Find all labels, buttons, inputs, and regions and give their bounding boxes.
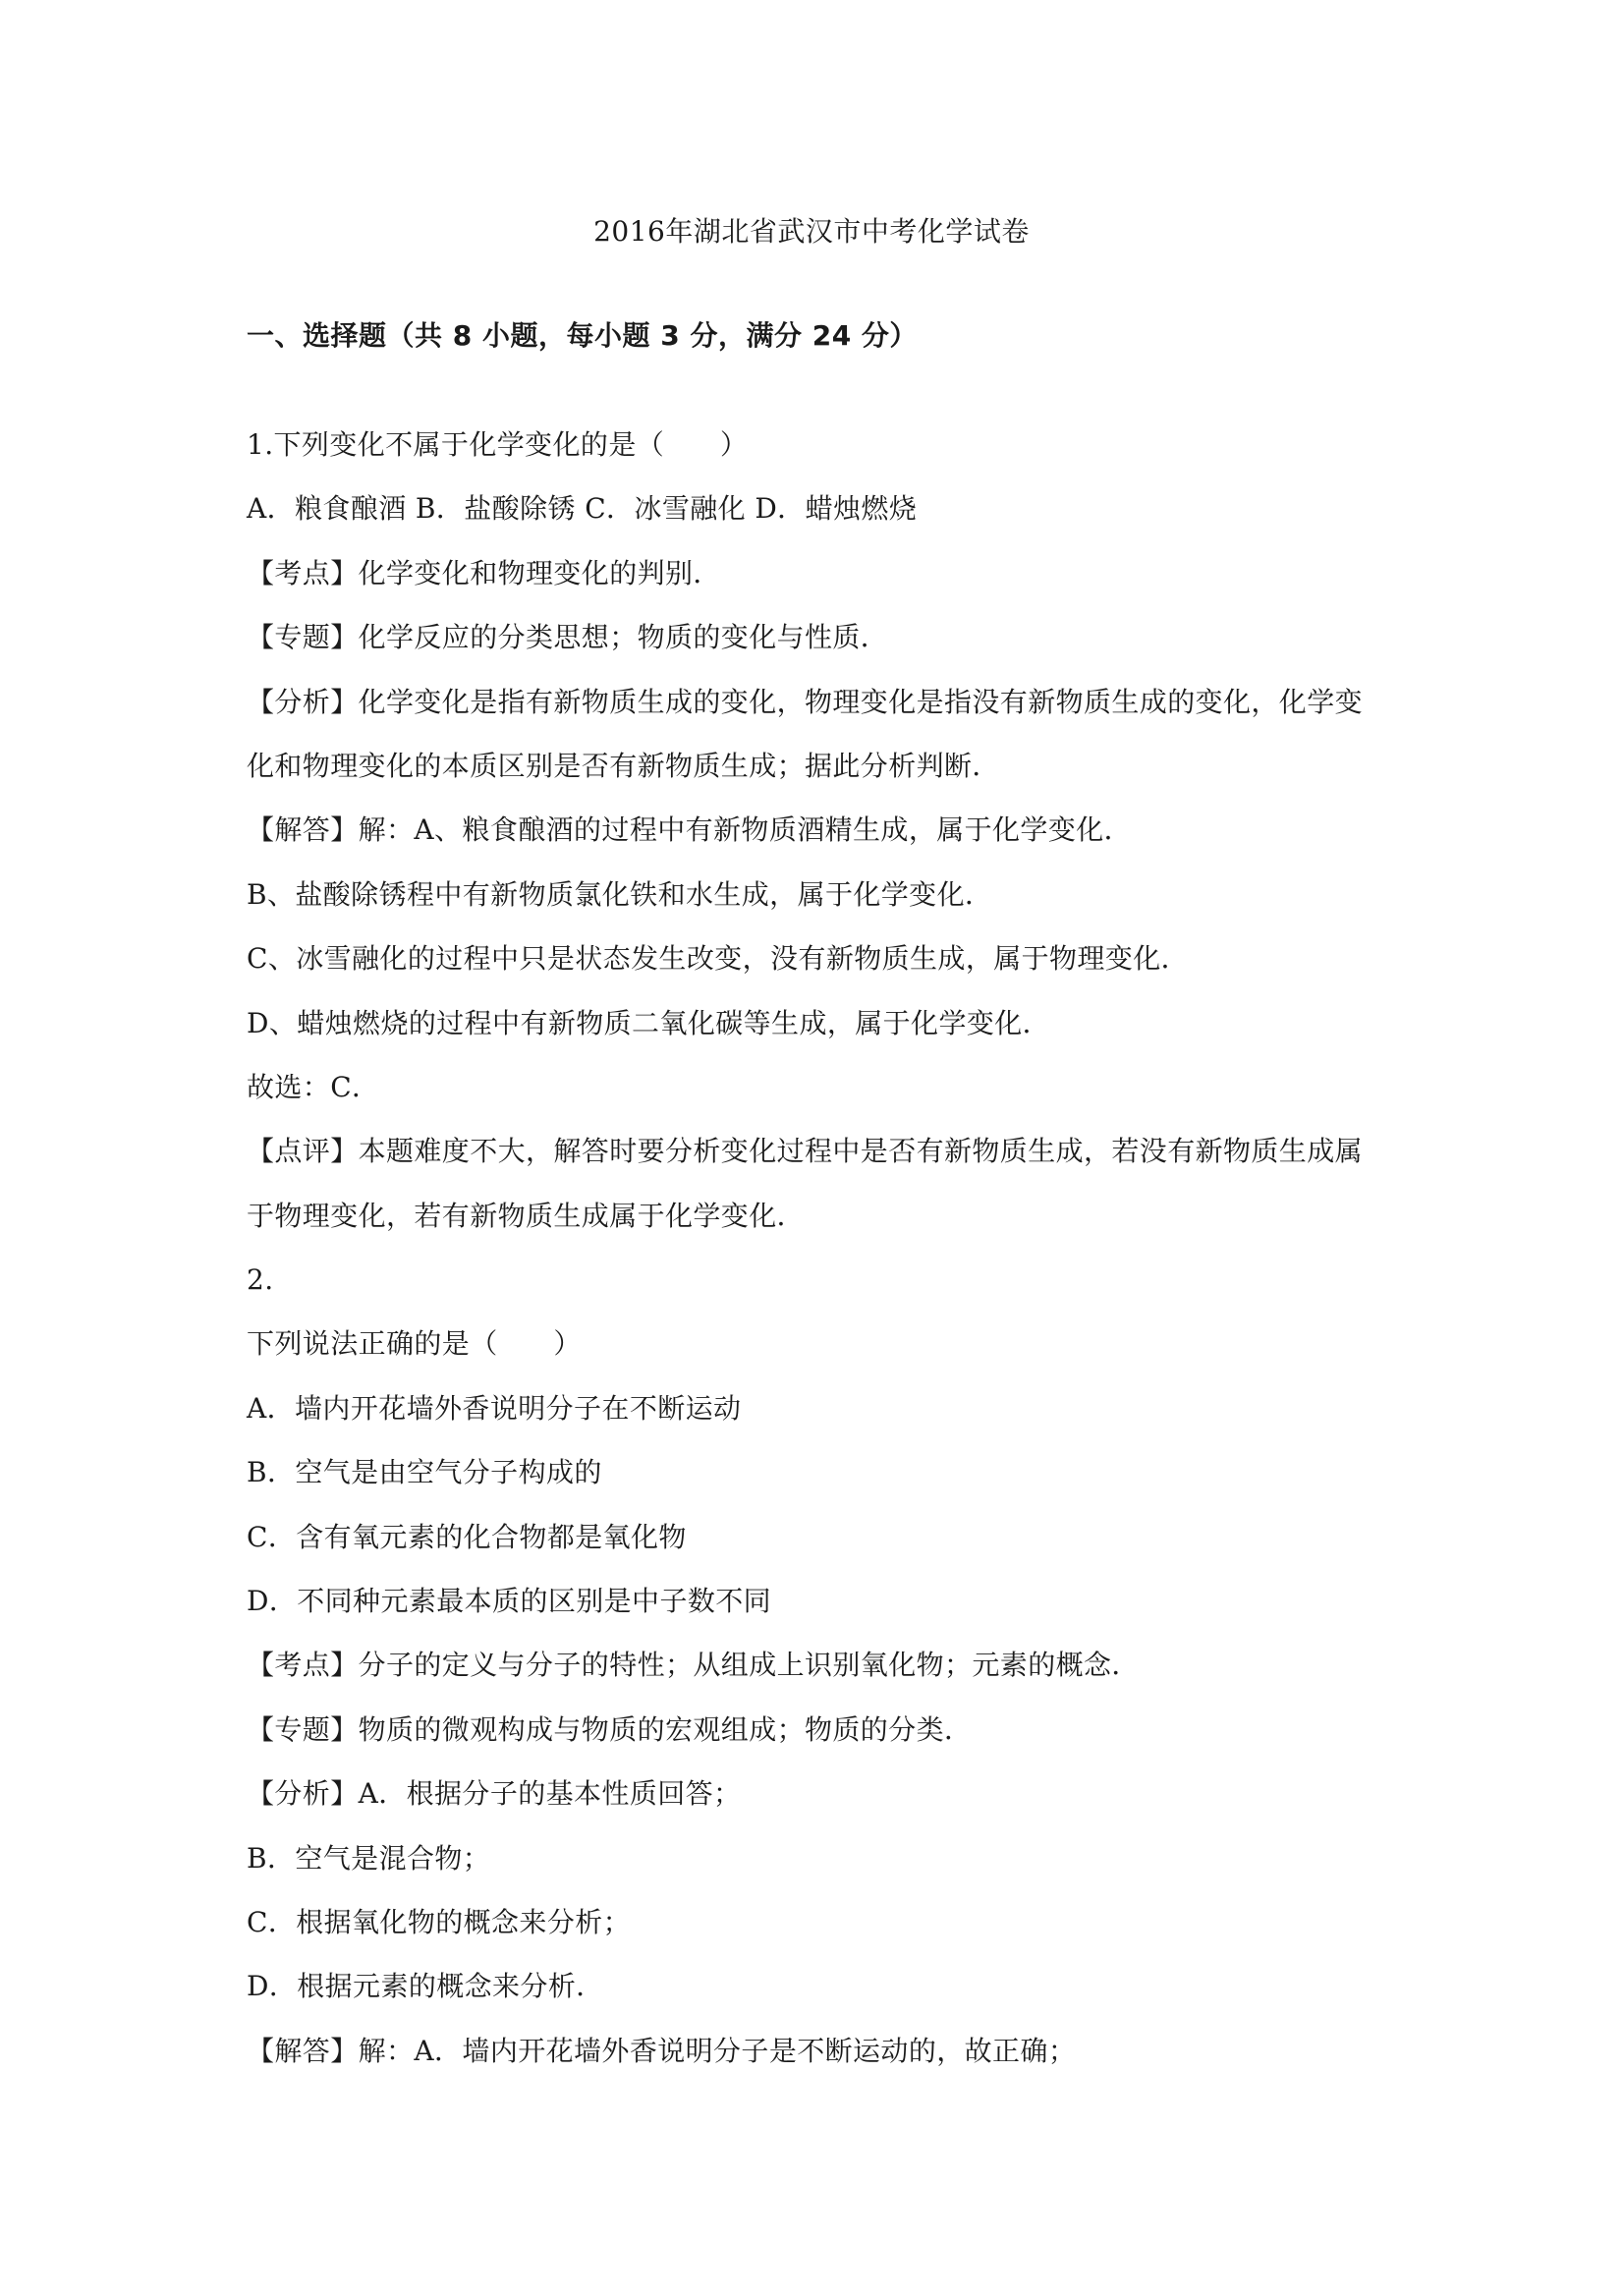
question-2-option-a: A．墙内开花墙外香说明分子在不断运动 (247, 1391, 742, 1425)
question-1-kaodian: 【考点】化学变化和物理变化的判别． (247, 556, 721, 589)
question-2-fenxi-b: B．空气是混合物； (247, 1841, 491, 1875)
question-1-zhuanti: 【专题】化学反应的分类思想；物质的变化与性质． (247, 621, 889, 654)
question-2-fenxi-d: D．根据元素的概念来分析． (247, 1970, 604, 2003)
question-2-fenxi: 【分析】A．根据分子的基本性质回答； (247, 1777, 742, 1811)
question-2-kaodian: 【考点】分子的定义与分子的特性；从组成上识别氧化物；元素的概念． (247, 1649, 1140, 1682)
question-2-option-c: C．含有氧元素的化合物都是氧化物 (247, 1520, 687, 1553)
question-1-answer: 故选：C． (247, 1070, 380, 1103)
question-2-number: 2. (247, 1263, 274, 1297)
question-2-zhuanti: 【专题】物质的微观构成与物质的宏观组成；物质的分类． (247, 1712, 973, 1746)
document-title: 2016年湖北省武汉市中考化学试卷 (593, 215, 1030, 248)
question-1-jieda-c: C、冰雪融化的过程中只是状态发生改变，没有新物质生成，属于物理变化． (247, 942, 1190, 976)
question-1-dianping-cont: 于物理变化，若有新物质生成属于化学变化． (247, 1199, 806, 1232)
section-heading: 一、选择题（共 8 小题，每小题 3 分，满分 24 分） (247, 319, 918, 352)
question-1-dianping: 【点评】本题难度不大，解答时要分析变化过程中是否有新物质生成，若没有新物质生成属 (247, 1135, 1364, 1168)
question-1-fenxi: 【分析】化学变化是指有新物质生成的变化，物理变化是指没有新物质生成的变化，化学变 (247, 685, 1364, 718)
question-1-jieda: 【解答】解：A、粮食酿酒的过程中有新物质酒精生成，属于化学变化． (247, 813, 1133, 847)
question-1-jieda-d: D、蜡烛燃烧的过程中有新物质二氧化碳等生成，属于化学变化． (247, 1006, 1051, 1039)
question-1-fenxi-cont: 化和物理变化的本质区别是否有新物质生成；据此分析判断． (247, 749, 1000, 782)
question-1-options: A．粮食酿酒 B．盐酸除锈 C．冰雪融化 D．蜡烛燃烧 (247, 492, 918, 526)
question-2-option-d: D．不同种元素最本质的区别是中子数不同 (247, 1585, 772, 1618)
question-1-stem: 1.下列变化不属于化学变化的是（ ） (247, 428, 749, 461)
question-2-fenxi-c: C．根据氧化物的概念来分析； (247, 1905, 632, 1938)
question-2-stem: 下列说法正确的是（ ） (247, 1327, 582, 1361)
document-body (247, 413, 1396, 2083)
question-2-jieda: 【解答】解：A．墙内开花墙外香说明分子是不断运动的，故正确； (247, 2034, 1077, 2067)
question-1-jieda-b: B、盐酸除锈程中有新物质氯化铁和水生成，属于化学变化． (247, 877, 993, 911)
question-2-option-b: B．空气是由空气分子构成的 (247, 1456, 602, 1489)
